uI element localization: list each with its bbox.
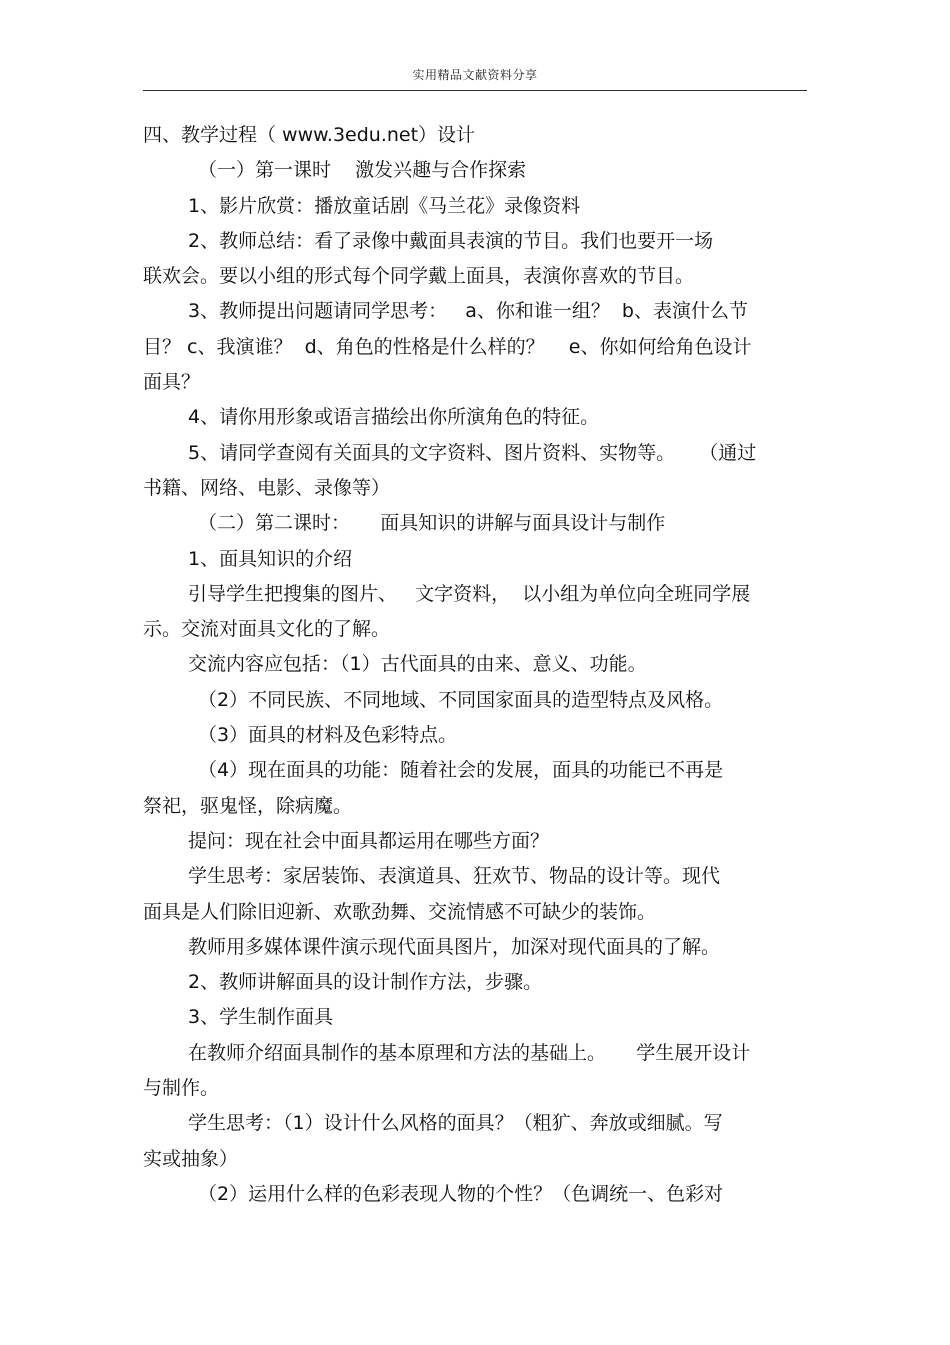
paragraph-line: 2、教师总结：看了录像中戴面具表演的节目。我们也要开一场 <box>188 229 714 252</box>
paragraph-line: （3）面具的材料及色彩特点。 <box>198 724 458 747</box>
paragraph-line: 1、面具知识的介绍 <box>188 547 353 570</box>
paragraph-line: （4）现在面具的功能：随着社会的发展，面具的功能已不再是 <box>198 759 724 782</box>
paragraph-line: 学生思考：（1）设计什么风格的面具？（粗犷、奔放或细腻。写 <box>188 1112 723 1135</box>
header-divider <box>143 90 807 91</box>
paragraph-line: 交流内容应包括：（1）古代面具的由来、意义、功能。 <box>188 653 647 676</box>
paragraph-line: 2、教师讲解面具的设计制作方法，步骤。 <box>188 971 543 994</box>
paragraph-line: 在教师介绍面具制作的基本原理和方法的基础上。 学生展开设计 <box>188 1041 751 1064</box>
subsection-heading: （一）第一课时 激发兴趣与合作探索 <box>198 159 527 182</box>
document-body <box>143 118 807 1212</box>
paragraph-line: 面具是人们除旧迎新、欢歌劲舞、交流情感不可缺少的装饰。 <box>143 900 657 923</box>
paragraph-line: （2）运用什么样的色彩表现人物的个性？（色调统一、色彩对 <box>198 1182 724 1205</box>
paragraph-line: 面具？ <box>143 371 201 394</box>
paragraph-line: 4、请你用形象或语言描绘出你所演角色的特征。 <box>188 406 600 429</box>
paragraph-line: （2）不同民族、不同地域、不同国家面具的造型特点及风格。 <box>198 688 724 711</box>
paragraph-line: 提问：现在社会中面具都运用在哪些方面？ <box>188 829 550 852</box>
paragraph-line: 教师用多媒体课件演示现代面具图片，加深对现代面具的了解。 <box>188 935 721 958</box>
paragraph-line: 书籍、网络、电影、录像等） <box>143 476 391 499</box>
paragraph-line: 与制作。 <box>143 1077 220 1100</box>
paragraph-line: 学生思考：家居装饰、表演道具、狂欢节、物品的设计等。现代 <box>188 865 721 888</box>
paragraph-line: 实或抽象） <box>143 1147 239 1170</box>
paragraph-line: 引导学生把搜集的图片、 文字资料， 以小组为单位向全班同学展 <box>188 582 751 605</box>
subsection-heading: （二）第二课时： 面具知识的讲解与面具设计与制作 <box>198 512 666 535</box>
paragraph-line: 祭祀，驱鬼怪，除病魔。 <box>143 794 353 817</box>
paragraph-line: 3、教师提出问题请同学思考： a、你和谁一组？ b、表演什么节 <box>188 300 748 323</box>
paragraph-line: 联欢会。要以小组的形式每个同学戴上面具，表演你喜欢的节目。 <box>143 265 695 288</box>
section-heading: 四、教学过程（ www.3edu.net）设计 <box>143 124 476 146</box>
paragraph-line: 3、学生制作面具 <box>188 1006 334 1029</box>
paragraph-line: 1、影片欣赏：播放童话剧《马兰花》录像资料 <box>188 194 581 217</box>
paragraph-line: 示。交流对面具文化的了解。 <box>143 618 391 641</box>
paragraph-line: 目？ c、我演谁？ d、角色的性格是什么样的？ e、你如何给角色设计 <box>143 335 752 358</box>
page-header: 实用精品文献资料分享 <box>412 68 538 82</box>
paragraph-line: 5、请同学查阅有关面具的文字资料、图片资料、实物等。 （通过 <box>188 441 757 464</box>
